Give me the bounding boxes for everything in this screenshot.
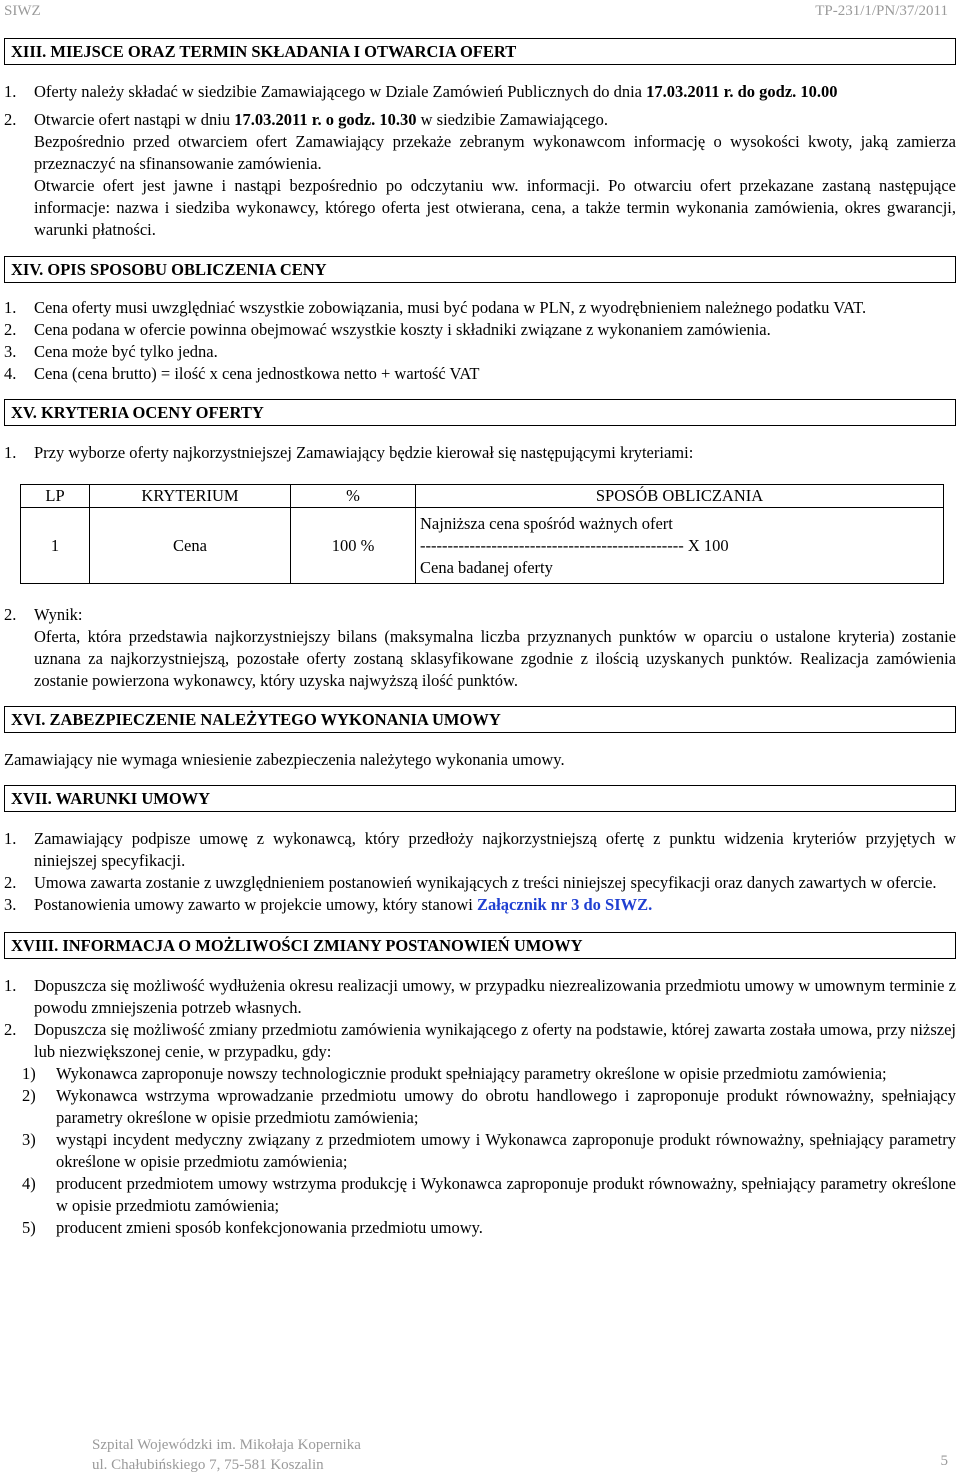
s13-item-2: 2. Otwarcie ofert nastąpi w dniu 17.03.2011 r. o godz. 10.30 w siedzibie Zamawiającego. — [4, 110, 609, 129]
section-title-xv: XV. KRYTERIA OCENY OFERTY — [4, 399, 956, 426]
s18-sub-item: 2) Wykonawca wstrzyma wprowadzanie przedmiotu umowy do obrotu handlowego i zaproponuje produkt równoważny, spełniający parametry określone w opisie przedmiotu zamówienia; — [22, 1086, 956, 1127]
attachment-link[interactable]: Załącznik nr 3 do SIWZ. — [476, 895, 653, 914]
cell-kryterium: Cena — [90, 508, 291, 584]
formula-line: ------------------------------------------------ X 100 — [420, 535, 729, 555]
s14-item: 1. Cena oferty musi uwzględniać wszystkie zobowiązania, musi być podana w PLN, z wyodrębnieniem należnego podatku VAT. — [4, 298, 867, 317]
col-lp: LP — [21, 485, 90, 508]
s13-item-1: 1. Oferty należy składać w siedzibie Zamawiającego w Dziale Zamówień Publicznych do dnia 17.03.2011 r. do godz. 10.00 — [4, 82, 838, 101]
section-title-xvi: XVI. ZABEZPIECZENIE NALEŻYTEGO WYKONANIA UMOWY — [4, 706, 956, 733]
s15-item-1: 1. Przy wyborze oferty najkorzystniejszej Zamawiający będzie kierował się następującymi kryteriami: — [4, 443, 694, 462]
footer-line-1: Szpital Wojewódzki im. Mikołaja Kopernika — [92, 1437, 361, 1453]
s14-item: 2. Cena podana w ofercie powinna obejmować wszystkie koszty i składniki związane z wykonaniem zamówienia. — [4, 320, 771, 339]
s16-text: Zamawiający nie wymaga wniesienie zabezpieczenia należytego wykonania umowy. — [4, 750, 565, 769]
col-pct: % — [291, 485, 416, 508]
page-header — [0, 0, 960, 20]
criteria-table — [20, 484, 944, 584]
s15-item-2-label: 2. Wynik: — [4, 605, 83, 624]
section-title-xiv: XIV. OPIS SPOSOBU OBLICZENIA CENY — [4, 256, 956, 283]
header-left: SIWZ — [4, 3, 41, 19]
section-title-xvii: XVII. WARUNKI UMOWY — [4, 785, 956, 812]
s13-para-1: Bezpośrednio przed otwarciem ofert Zamawiający przekaże zebranym wykonawcom informację o wysokości kwoty, jaką zamierza przeznaczyć na sfinansowanie zamówienia. — [34, 132, 956, 173]
s18-sublist — [4, 1063, 956, 1239]
s17-item-1: 1. Zamawiający podpisze umowę z wykonawcą, który przedłoży najkorzystniejszą ofertę z punktu widzenia kryteriów przyjętych w niniejszej specyfikacji. — [4, 829, 956, 870]
s15-item-2-text: Oferta, która przedstawia najkorzystniejszy bilans (maksymalna liczba przyznanych punktów w oparciu o ustalone kryteria) zostanie uznana za najkorzystniejszą, pozostałe oferty zostaną sklasyfikowane zgodnie z ilością uzyskanych punktów. Realizacja zamówienia zostanie powierzona wykonawcy, który uzyska najwyższą ilość punktów. — [34, 627, 956, 690]
col-kryterium: KRYTERIUM — [90, 485, 291, 508]
s18-item-2: 2. Dopuszcza się możliwość zmiany przedmiotu zamówienia wynikającego z oferty na podstawie, której zawarta została umowa, przy niższej lub niezwiększonej cenie, w przypadku, gdy: — [4, 1020, 956, 1061]
cell-formula — [416, 508, 944, 584]
formula-denominator: Cena badanej oferty — [420, 557, 553, 577]
s17-item-2: 2. Umowa zawarta zostanie z uwzględnieniem postanowień wynikających z treści niniejszej specyfikacji oraz danych zawartych w ofercie. — [4, 873, 937, 892]
cell-lp: 1 — [21, 508, 90, 584]
footer-line-2: ul. Chałubińskiego 7, 75-581 Koszalin — [92, 1457, 324, 1473]
formula-numerator: Najniższa cena spośród ważnych ofert — [420, 513, 673, 533]
s14-item: 3. Cena może być tylko jedna. — [4, 342, 218, 361]
page-number: 5 — [940, 1453, 948, 1469]
col-sposob: SPOSÓB OBLICZANIA — [416, 485, 944, 508]
s18-sub-item: 4) producent przedmiotem umowy wstrzyma produkcję i Wykonawca zaproponuje produkt równoważny, spełniający parametry określone w opisie przedmiotu zamówienia; — [22, 1174, 956, 1215]
criteria-row — [21, 508, 944, 584]
header-right: TP-231/1/PN/37/2011 — [815, 3, 948, 19]
section-title-xiii: XIII. MIEJSCE ORAZ TERMIN SKŁADANIA I OTWARCIA OFERT — [4, 38, 956, 65]
s18-sub-item: 5) producent zmieni sposób konfekcjonowania przedmiotu umowy. — [22, 1218, 483, 1237]
document-body — [4, 38, 956, 1239]
s18-item-1: 1. Dopuszcza się możliwość wydłużenia okresu realizacji umowy, w przypadku niezrealizowania przedmiotu umowy w umownym terminie z powodu zmniejszenia potrzeb własnych. — [4, 976, 956, 1017]
cell-pct: 100 % — [291, 508, 416, 584]
s14-list — [4, 297, 956, 385]
criteria-header-row — [21, 485, 944, 508]
s17-item-3: 3. Postanowienia umowy zawarto w projekcie umowy, który stanowi Załącznik nr 3 do SIWZ. — [4, 895, 653, 914]
section-title-xviii: XVIII. INFORMACJA O MOŻLIWOŚCI ZMIANY POSTANOWIEŃ UMOWY — [4, 932, 956, 959]
s18-sub-item: 1) Wykonawca zaproponuje nowszy technologicznie produkt spełniający parametry określone w opisie przedmiotu zamówienia; — [22, 1064, 887, 1083]
s14-item: 4. Cena (cena brutto) = ilość x cena jednostkowa netto + wartość VAT — [4, 364, 480, 383]
s18-sub-item: 3) wystąpi incydent medyczny związany z przedmiotem umowy i Wykonawca zaproponuje produkt równoważny, spełniający parametry określone w opisie przedmiotu zamówienia; — [22, 1130, 956, 1171]
s13-para-2: Otwarcie ofert jest jawne i nastąpi bezpośrednio po odczytaniu ww. informacji. Po otwarciu ofert przekazane zastaną następujące informacje: nazwa i siedziba wykonawcy, którego oferta jest otwierana, cena, a także termin wykonania zamówienia, okres gwarancji, warunki płatności. — [34, 176, 956, 239]
